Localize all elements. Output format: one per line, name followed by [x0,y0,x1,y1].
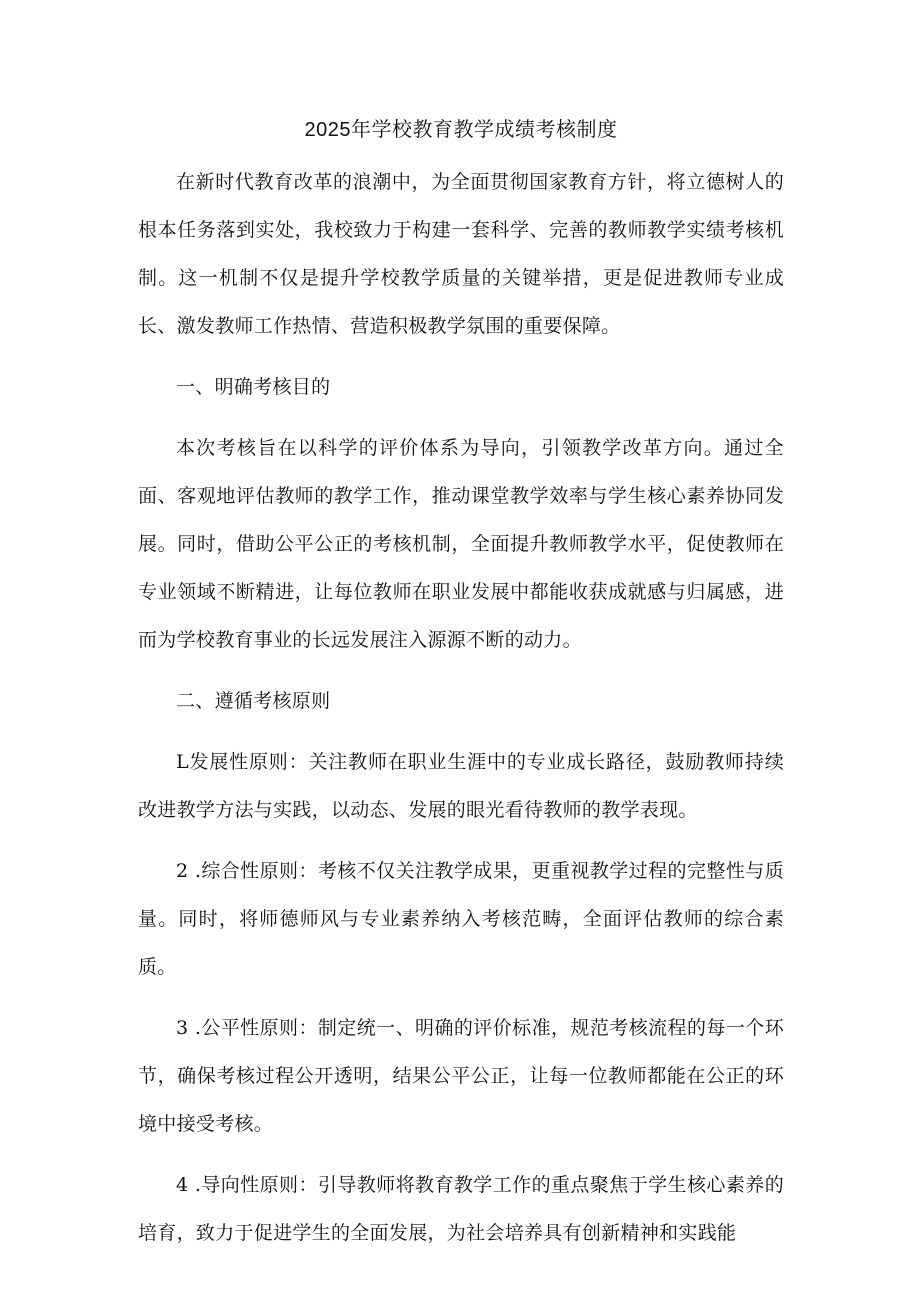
purpose-paragraph: 本次考核旨在以科学的评价体系为导向，引领教学改革方向。通过全面、客观地评估教师的教学工作，推动课堂教学效率与学生核心素养协同发展。同时，借助公平公正的考核机制，全面提升教师教学水平，促使教师在专业领域不断精进，让每位教师在职业发展中都能收获成就感与归属感，进而为学校教育事业的长远发展注入源源不断的动力。 [138,437,784,651]
principle-fairness: 3 .公平性原则：制定统一、明确的评价标准，规范考核流程的每一个环节，确保考核过程公开透明，结果公平公正，让每一位教师都能在公正的环境中接受考核。 [138,1017,784,1135]
intro-paragraph: 在新时代教育改革的浪潮中，为全面贯彻国家教育方针，将立德树人的根本任务落到实处，我校致力于构建一套科学、完善的教师教学实绩考核机制。这一机制不仅是提升学校教学质量的关键举措，更是促进教师专业成长、激发教师工作热情、营造积极教学氛围的重要保障。 [138,171,784,337]
section-heading-principles: 二、遵循考核原则 [176,690,331,712]
document-title: 2025年学校教育教学成绩考核制度 [304,119,618,141]
document-body [138,110,784,1270]
principle-comprehensive: 2 .综合性原则：考核不仅关注教学成果，更重视教学过程的完整性与质量。同时，将师德师风与专业素养纳入考核范畴，全面评估教师的综合素质。 [138,860,784,978]
principle-guidance: 4 .导向性原则：引导教师将教育教学工作的重点聚焦于学生核心素养的培育，致力于促进学生的全面发展，为社会培养具有创新精神和实践能 [138,1174,784,1244]
section-heading-purpose: 一、明确考核目的 [176,376,331,398]
principle-development: L发展性原则：关注教师在职业生涯中的专业成长路径，鼓励教师持续改进教学方法与实践，以动态、发展的眼光看待教师的教学表现。 [138,751,784,821]
